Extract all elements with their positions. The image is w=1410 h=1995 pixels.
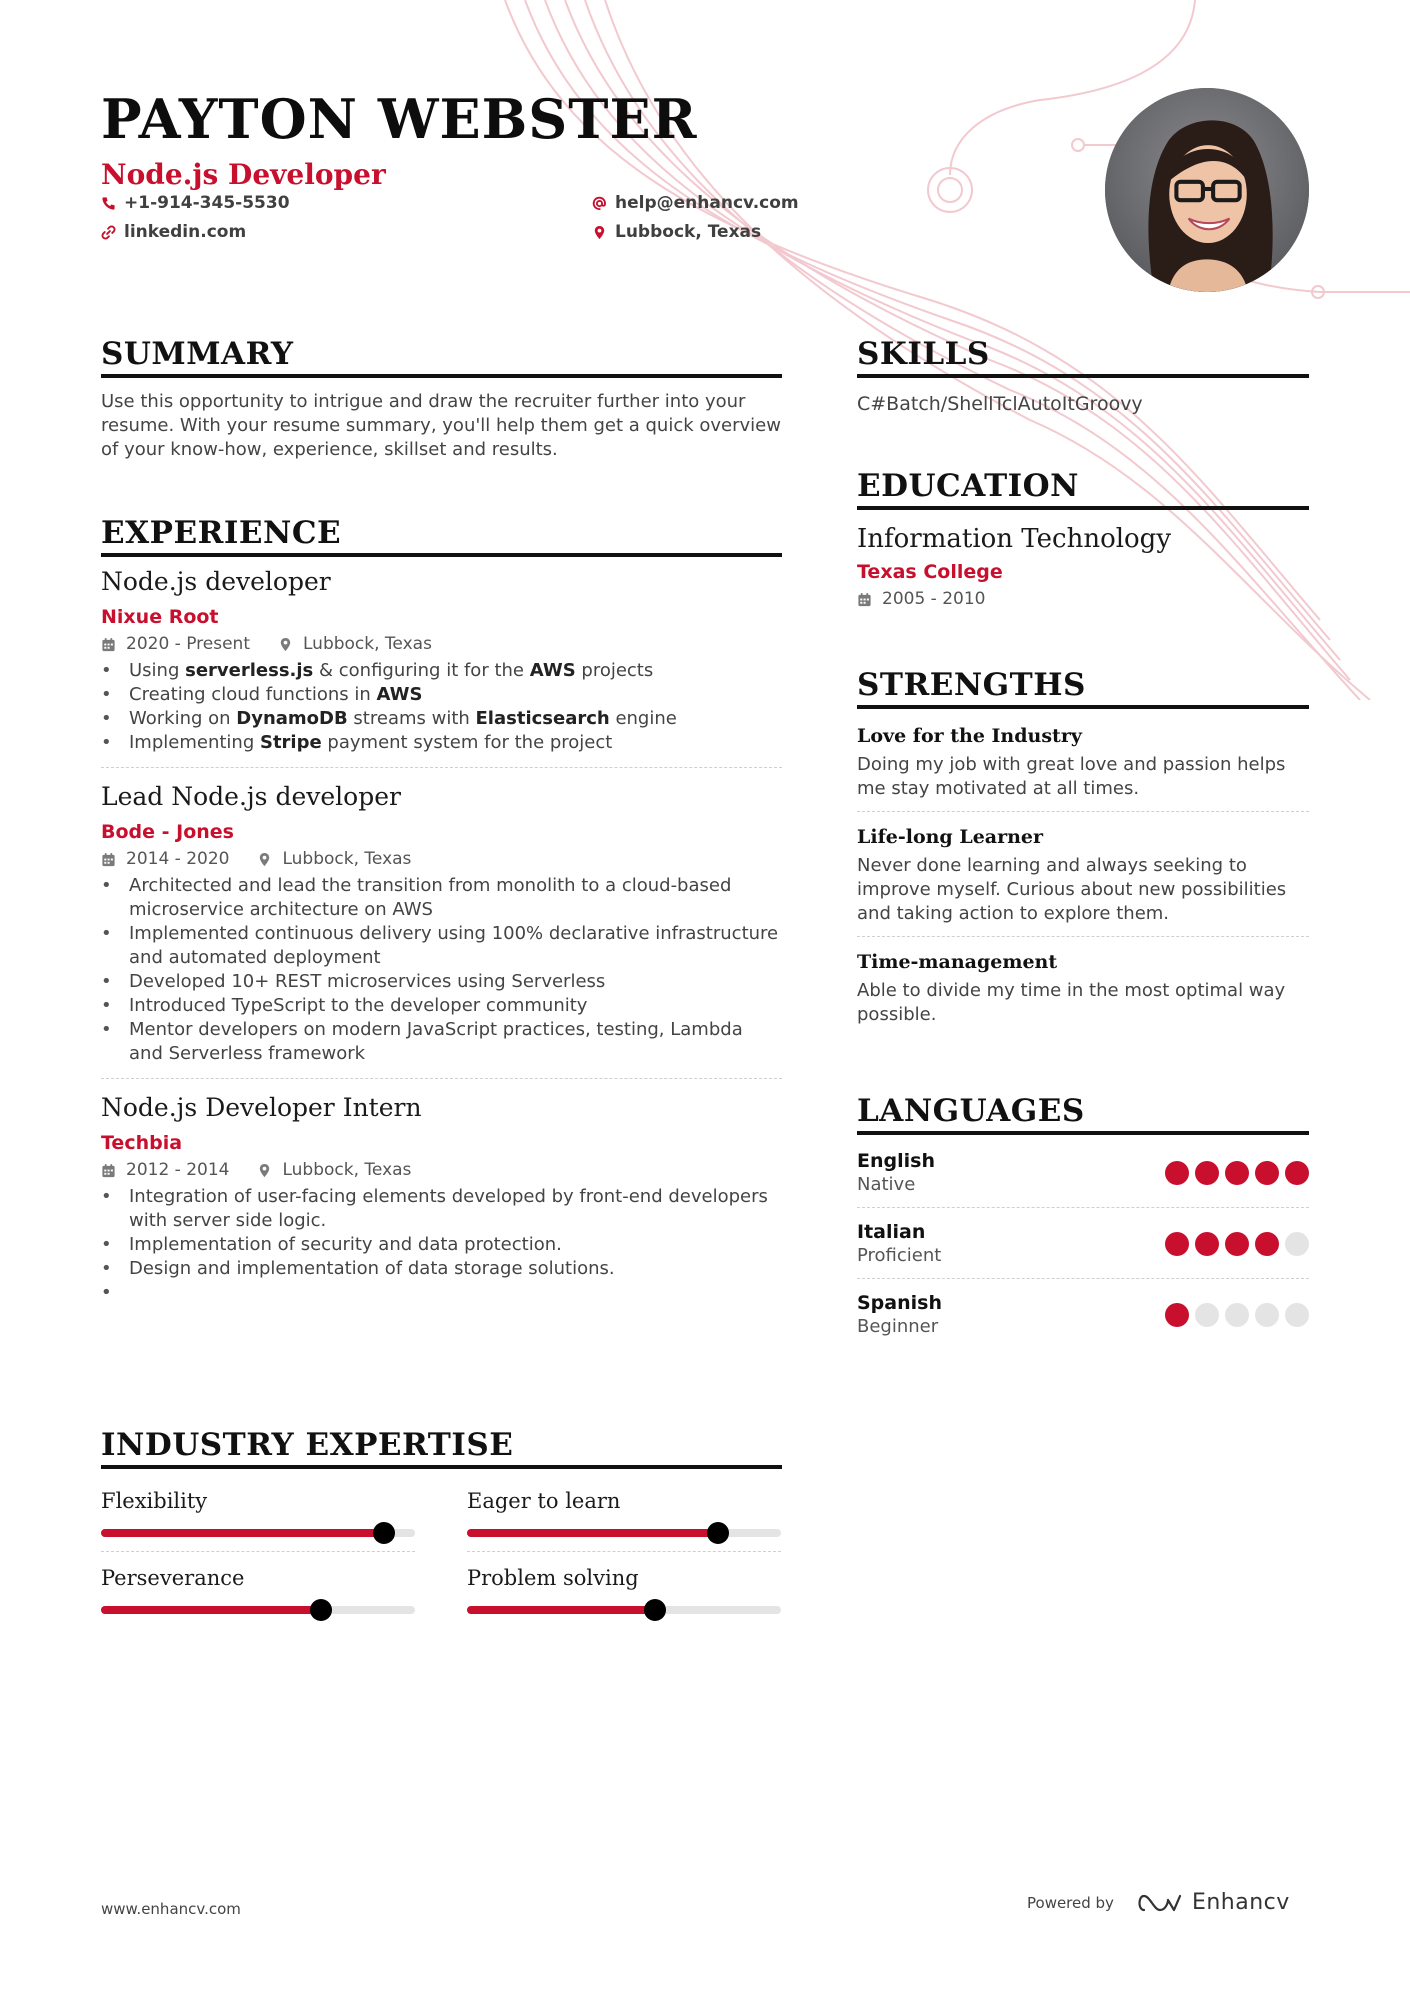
strengths-heading: STRENGTHS	[857, 666, 1309, 709]
contact-linkedin[interactable]	[101, 220, 246, 244]
expertise-bar-knob	[310, 1599, 332, 1621]
bullet-text: projects	[575, 660, 654, 681]
at-icon	[592, 196, 607, 211]
resume-header	[101, 88, 801, 192]
job-bullet	[101, 970, 782, 994]
job-bullet	[101, 1018, 782, 1066]
calendar-icon	[101, 637, 116, 652]
bullet-text: Stripe	[259, 732, 322, 753]
expertise-bar-knob	[707, 1522, 729, 1544]
job-bullet	[101, 874, 782, 922]
strength-title: Life-long Learner	[857, 826, 1044, 848]
education-dates: 2005 - 2010	[882, 589, 986, 609]
expertise-label: Problem solving	[467, 1566, 639, 1590]
expertise-bar-knob	[373, 1522, 395, 1544]
expertise-bar-fill	[467, 1606, 655, 1614]
expertise-bar-fill	[101, 1529, 384, 1537]
rating-dot-empty	[1195, 1303, 1219, 1327]
job-bullets	[101, 659, 782, 755]
job-bullets	[101, 1185, 782, 1281]
bullet-text: Mentor developers on modern JavaScript practices, testing, Lambda and Serverless framework	[129, 1019, 743, 1064]
bullet-text: & configuring it for the	[313, 660, 530, 681]
enhancv-logo-icon	[1138, 1892, 1182, 1914]
contact-location	[592, 220, 761, 244]
strength-item	[857, 711, 1309, 811]
experience-heading: EXPERIENCE	[101, 514, 782, 557]
bullet-text: serverless.js	[185, 660, 314, 681]
rating-dot-filled	[1165, 1232, 1189, 1256]
location-pin-icon	[257, 852, 272, 867]
job-company: Bode - Jones	[101, 821, 234, 843]
job-bullet	[101, 994, 782, 1018]
bullet-text: AWS	[529, 660, 576, 681]
expertise-bar-knob	[644, 1599, 666, 1621]
language-name: English	[857, 1150, 935, 1172]
bullet-text: streams with	[347, 708, 476, 729]
strength-item	[857, 936, 1309, 1037]
expertise-item	[101, 1552, 415, 1628]
bullet-text: Using	[129, 660, 186, 681]
calendar-icon	[101, 852, 116, 867]
language-level: Beginner	[857, 1316, 939, 1337]
job-entry	[101, 1078, 782, 1293]
language-name: Italian	[857, 1221, 926, 1243]
bullet-text: Implementation of security and data protection.	[129, 1234, 562, 1255]
location-text: Lubbock, Texas	[615, 222, 762, 242]
strength-description: Doing my job with great love and passion helps me stay motivated at all times.	[857, 754, 1286, 799]
job-entry	[101, 565, 782, 767]
strength-description: Able to divide my time in the most optimal way possible.	[857, 980, 1286, 1025]
language-name: Spanish	[857, 1292, 942, 1314]
strengths-section	[857, 666, 1309, 1037]
job-list	[101, 565, 782, 1293]
expertise-label: Eager to learn	[467, 1489, 621, 1513]
industry-expertise-heading: INDUSTRY EXPERTISE	[101, 1426, 782, 1469]
job-location	[278, 633, 432, 655]
powered-by-text: Powered by	[1027, 1893, 1114, 1912]
summary-heading: SUMMARY	[101, 335, 782, 378]
job-location-text: Lubbock, Texas	[282, 849, 412, 869]
bullet-text: Implemented continuous delivery using 100% declarative infrastructure and automated deployment	[129, 923, 779, 968]
job-dates: 2014 - 2020	[126, 849, 230, 869]
language-rating	[1165, 1303, 1309, 1327]
expertise-item	[467, 1552, 781, 1628]
language-text	[857, 1149, 935, 1197]
expertise-bar-fill	[101, 1606, 321, 1614]
candidate-title: Node.js Developer	[101, 158, 386, 191]
job-company: Techbia	[101, 1132, 183, 1154]
language-text	[857, 1220, 941, 1268]
rating-dot-empty	[1225, 1303, 1249, 1327]
footer-website[interactable]: www.enhancv.com	[101, 1900, 241, 1918]
bullet-text: Introduced TypeScript to the developer community	[129, 995, 588, 1016]
job-title: Lead Node.js developer	[101, 782, 401, 811]
job-title: Node.js developer	[101, 567, 331, 596]
rating-dot-filled	[1165, 1303, 1189, 1327]
job-dates: 2020 - Present	[126, 634, 250, 654]
bullet-text: Integration of user-facing elements developed by front-end developers with server side logic.	[129, 1186, 768, 1231]
rating-dot-filled	[1285, 1161, 1309, 1185]
summary-text: Use this opportunity to intrigue and draw the recruiter further into your resume. With your resume summary, you'll help them get a quick overview of your know-how, experience, skillset and results.	[101, 391, 781, 460]
rating-dot-filled	[1195, 1161, 1219, 1185]
bullet-text: Architected and lead the transition from monolith to a cloud-based microservice architecture on AWS	[129, 875, 732, 920]
profile-photo	[1105, 88, 1309, 292]
job-bullets	[101, 874, 782, 1066]
job-bullet	[101, 1185, 782, 1233]
email-text: help@enhancv.com	[615, 193, 799, 213]
calendar-icon	[101, 1163, 116, 1178]
brand-logo	[1138, 1890, 1290, 1915]
expertise-item	[467, 1475, 781, 1552]
bullet-text: engine	[609, 708, 677, 729]
language-level: Native	[857, 1174, 916, 1195]
job-company: Nixue Root	[101, 606, 219, 628]
language-level: Proficient	[857, 1245, 942, 1266]
education-section	[857, 467, 1309, 610]
strengths-list	[857, 711, 1309, 1037]
skills-section	[857, 335, 1309, 416]
job-bullet	[101, 707, 782, 731]
calendar-icon	[857, 592, 872, 607]
job-bullet	[101, 1233, 782, 1257]
language-item	[857, 1137, 1309, 1207]
industry-expertise-section	[101, 1426, 782, 1628]
expertise-label: Perseverance	[101, 1566, 245, 1590]
education-degree: Information Technology	[857, 524, 1172, 554]
rating-dot-filled	[1165, 1161, 1189, 1185]
expertise-item	[101, 1475, 415, 1552]
experience-section	[101, 514, 782, 1293]
job-meta	[101, 633, 782, 655]
education-school: Texas College	[857, 561, 1003, 583]
rating-dot-empty	[1285, 1303, 1309, 1327]
location-pin-icon	[257, 1163, 272, 1178]
strength-item	[857, 811, 1309, 936]
footer-branding[interactable]	[1027, 1890, 1290, 1915]
language-item	[857, 1207, 1309, 1278]
rating-dot-filled	[1255, 1232, 1279, 1256]
job-title: Node.js Developer Intern	[101, 1093, 422, 1122]
job-entry	[101, 767, 782, 1078]
job-location-text: Lubbock, Texas	[282, 1160, 412, 1180]
expertise-bar	[101, 1606, 415, 1614]
strength-title: Time-management	[857, 951, 1058, 973]
summary-section	[101, 335, 782, 462]
expertise-bar-fill	[467, 1529, 718, 1537]
expertise-bar	[467, 1529, 781, 1537]
strength-description: Never done learning and always seeking to improve myself. Curious about new possibilities and taking action to explore them.	[857, 855, 1287, 924]
candidate-name: PAYTON WEBSTER	[101, 87, 698, 151]
skills-heading: SKILLS	[857, 335, 1309, 378]
bullet-text: payment system for the project	[321, 732, 613, 753]
bullet-text: AWS	[376, 684, 423, 705]
bullet-text: Implementing	[129, 732, 260, 753]
expertise-bar	[467, 1606, 781, 1614]
phone-text: +1-914-345-5530	[124, 193, 290, 213]
bullet-text: Creating cloud functions in	[129, 684, 377, 705]
phone-icon	[101, 196, 116, 211]
education-meta	[857, 588, 1309, 610]
contact-email[interactable]	[592, 191, 799, 215]
bullet-text: Design and implementation of data storage solutions.	[129, 1258, 615, 1279]
bullet-text: Developed 10+ REST microservices using Serverless	[129, 971, 606, 992]
rating-dot-filled	[1255, 1161, 1279, 1185]
rating-dot-empty	[1285, 1232, 1309, 1256]
rating-dot-filled	[1195, 1232, 1219, 1256]
job-dates: 2012 - 2014	[126, 1160, 230, 1180]
location-pin-icon	[592, 225, 607, 240]
language-rating	[1165, 1161, 1309, 1185]
languages-heading: LANGUAGES	[857, 1092, 1309, 1135]
contact-phone[interactable]	[101, 191, 290, 215]
job-bullet	[101, 922, 782, 970]
languages-section	[857, 1092, 1309, 1349]
rating-dot-empty	[1255, 1303, 1279, 1327]
expertise-grid	[101, 1475, 782, 1628]
job-location-text: Lubbock, Texas	[303, 634, 432, 654]
skills-text: C#Batch/ShellTclAutoItGroovy	[857, 393, 1143, 415]
strength-title: Love for the Industry	[857, 725, 1082, 747]
job-location	[257, 848, 411, 870]
expertise-label: Flexibility	[101, 1489, 208, 1513]
language-text	[857, 1291, 942, 1339]
language-item	[857, 1278, 1309, 1349]
language-rating	[1165, 1232, 1309, 1256]
education-heading: EDUCATION	[857, 467, 1309, 510]
languages-list	[857, 1137, 1309, 1349]
job-bullet	[101, 1257, 782, 1281]
job-location	[257, 1159, 411, 1181]
rating-dot-filled	[1225, 1161, 1249, 1185]
bullet-text: Elasticsearch	[475, 708, 610, 729]
location-pin-icon	[278, 637, 293, 652]
rating-dot-filled	[1225, 1232, 1249, 1256]
bullet-text: DynamoDB	[236, 708, 348, 729]
job-bullet	[101, 683, 782, 707]
bullet-text: Working on	[129, 708, 237, 729]
job-meta	[101, 1159, 782, 1181]
job-bullet	[101, 659, 782, 683]
linkedin-text: linkedin.com	[124, 222, 247, 242]
expertise-bar	[101, 1529, 415, 1537]
link-icon	[101, 225, 116, 240]
brand-name: Enhancv	[1191, 1890, 1290, 1915]
job-meta	[101, 848, 782, 870]
job-bullet	[101, 731, 782, 755]
